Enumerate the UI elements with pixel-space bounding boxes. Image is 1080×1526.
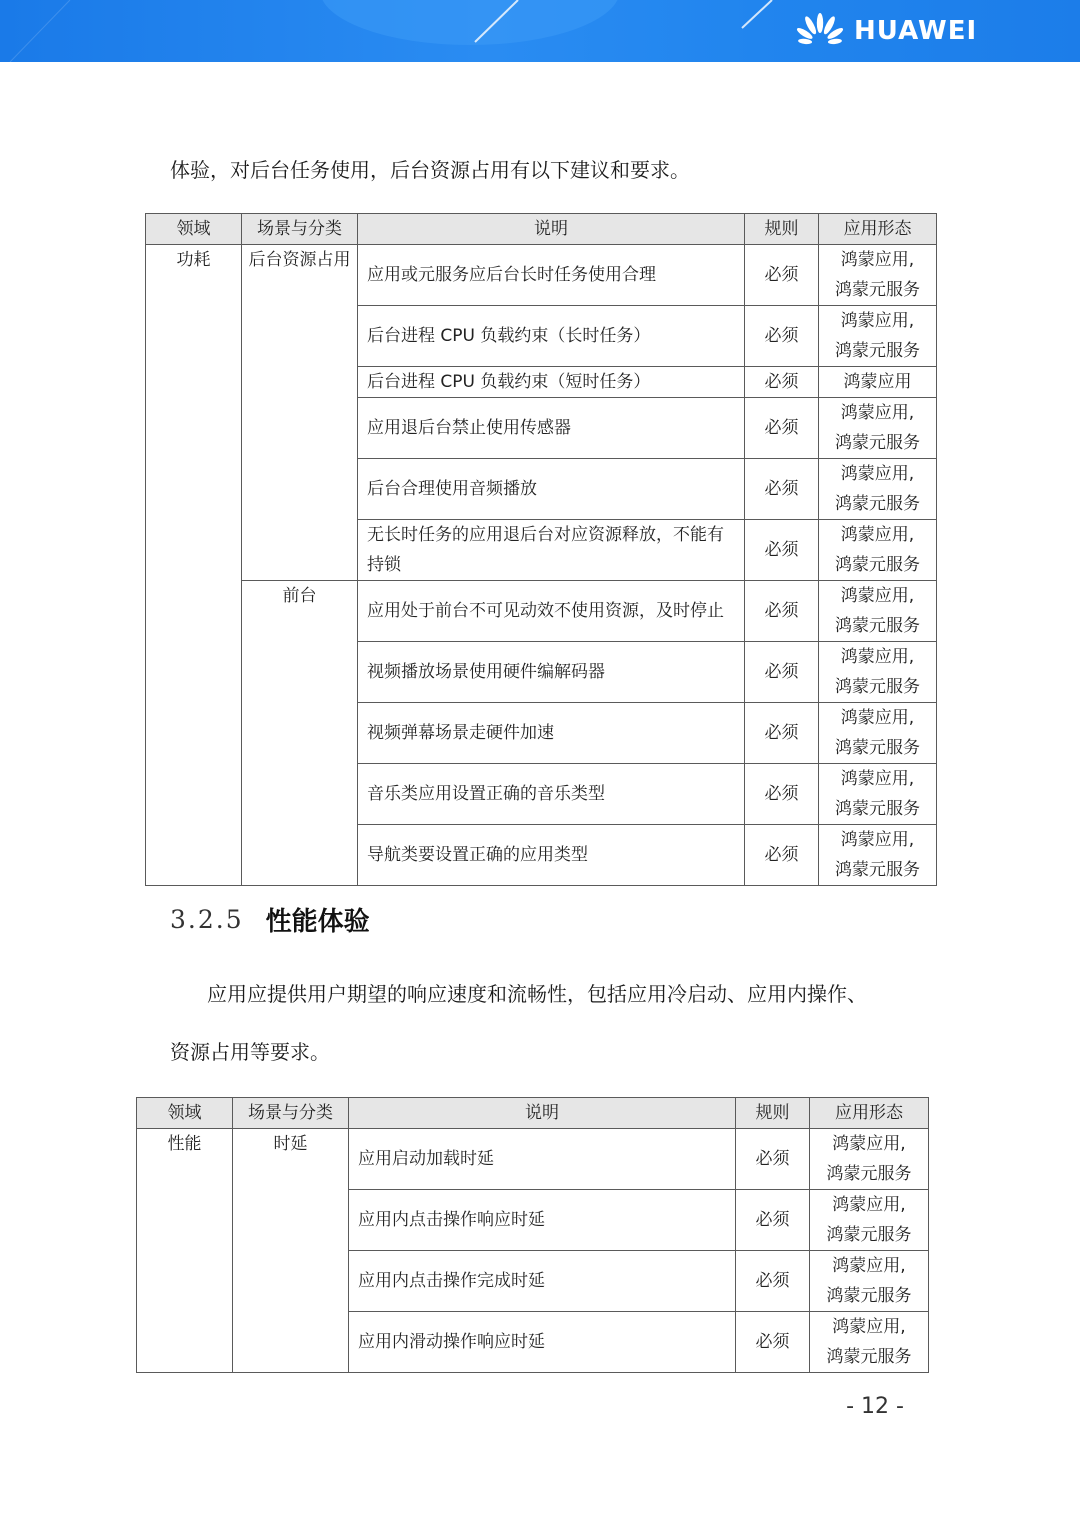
table-row [146,581,937,642]
rule-cell: 必须 [745,398,819,459]
area-cell: 功耗 [146,245,242,886]
rule-cell: 必须 [745,764,819,825]
header-description: 说明 [358,214,745,245]
app-form-cell: 鸿蒙应用, 鸿蒙元服务 [810,1312,929,1373]
rule-cell: 必须 [745,642,819,703]
description-cell: 应用处于前台不可见动效不使用资源，及时停止 [358,581,745,642]
header-rule: 规则 [736,1098,810,1129]
body-paragraph: 应用应提供用户期望的响应速度和流畅性，包括应用冷启动、应用内操作、 [207,982,867,1006]
rule-cell: 必须 [736,1129,810,1190]
rule-cell: 必须 [745,459,819,520]
header-rule: 规则 [745,214,819,245]
page-number: - 12 - [846,1394,904,1419]
rule-cell: 必须 [736,1190,810,1251]
app-form-cell: 鸿蒙应用 [819,367,937,398]
header-area: 领域 [146,214,242,245]
rule-cell: 必须 [745,245,819,306]
brand-name: HUAWEI [854,16,978,46]
huawei-logo [796,12,977,50]
rule-cell: 必须 [745,367,819,398]
description-cell: 后台合理使用音频播放 [358,459,745,520]
description-cell: 音乐类应用设置正确的音乐类型 [358,764,745,825]
description-cell: 应用或元服务应后台长时任务使用合理 [358,245,745,306]
description-cell: 应用退后台禁止使用传感器 [358,398,745,459]
description-cell: 应用内点击操作完成时延 [349,1251,736,1312]
section-heading [170,898,370,940]
rule-cell: 必须 [745,825,819,886]
app-form-cell: 鸿蒙应用, 鸿蒙元服务 [819,825,937,886]
app-form-cell: 鸿蒙应用, 鸿蒙元服务 [819,642,937,703]
app-form-cell: 鸿蒙应用, 鸿蒙元服务 [819,245,937,306]
rule-cell: 必须 [745,581,819,642]
rule-cell: 必须 [736,1251,810,1312]
app-form-cell: 鸿蒙应用, 鸿蒙元服务 [819,398,937,459]
header-app-form: 应用形态 [810,1098,929,1129]
scene-cell: 后台资源占用 [242,245,358,581]
description-cell: 视频弹幕场景走硬件加速 [358,703,745,764]
description-cell: 视频播放场景使用硬件编解码器 [358,642,745,703]
power-requirements-table [145,213,937,886]
description-cell: 后台进程 CPU 负载约束（长时任务） [358,306,745,367]
description-cell: 应用内滑动操作响应时延 [349,1312,736,1373]
rule-cell: 必须 [745,703,819,764]
app-form-cell: 鸿蒙应用, 鸿蒙元服务 [810,1190,929,1251]
description-cell: 应用启动加载时延 [349,1129,736,1190]
section-title: 性能体验 [265,906,370,937]
rule-cell: 必须 [745,520,819,581]
area-cell: 性能 [137,1129,233,1373]
header-app-form: 应用形态 [819,214,937,245]
header-description: 说明 [349,1098,736,1129]
description-cell: 后台进程 CPU 负载约束（短时任务） [358,367,745,398]
rule-cell: 必须 [736,1312,810,1373]
table-row [137,1129,929,1190]
app-form-cell: 鸿蒙应用, 鸿蒙元服务 [810,1129,929,1190]
app-form-cell: 鸿蒙应用, 鸿蒙元服务 [819,459,937,520]
rule-cell: 必须 [745,306,819,367]
app-form-cell: 鸿蒙应用, 鸿蒙元服务 [819,703,937,764]
header-scene: 场景与分类 [242,214,358,245]
app-form-cell: 鸿蒙应用, 鸿蒙元服务 [810,1251,929,1312]
scene-cell: 前台 [242,581,358,886]
app-form-cell: 鸿蒙应用, 鸿蒙元服务 [819,520,937,581]
header-banner [0,0,1080,62]
table-header-row [137,1098,929,1129]
huawei-petal-logo-icon [796,13,844,49]
section-number: 3.2.5 [170,904,244,934]
header-scene: 场景与分类 [233,1098,349,1129]
table-header-row [146,214,937,245]
header-area: 领域 [137,1098,233,1129]
description-cell: 导航类要设置正确的应用类型 [358,825,745,886]
scene-cell: 时延 [233,1129,349,1373]
app-form-cell: 鸿蒙应用, 鸿蒙元服务 [819,581,937,642]
intro-text: 体验，对后台任务使用，后台资源占用有以下建议和要求。 [170,158,690,182]
description-cell: 应用内点击操作响应时延 [349,1190,736,1251]
app-form-cell: 鸿蒙应用, 鸿蒙元服务 [819,306,937,367]
performance-requirements-table [136,1097,929,1373]
app-form-cell: 鸿蒙应用, 鸿蒙元服务 [819,764,937,825]
body-paragraph-continued: 资源占用等要求。 [170,1040,330,1064]
description-cell: 无长时任务的应用退后台对应资源释放，不能有持锁 [358,520,745,581]
table-row [146,245,937,306]
